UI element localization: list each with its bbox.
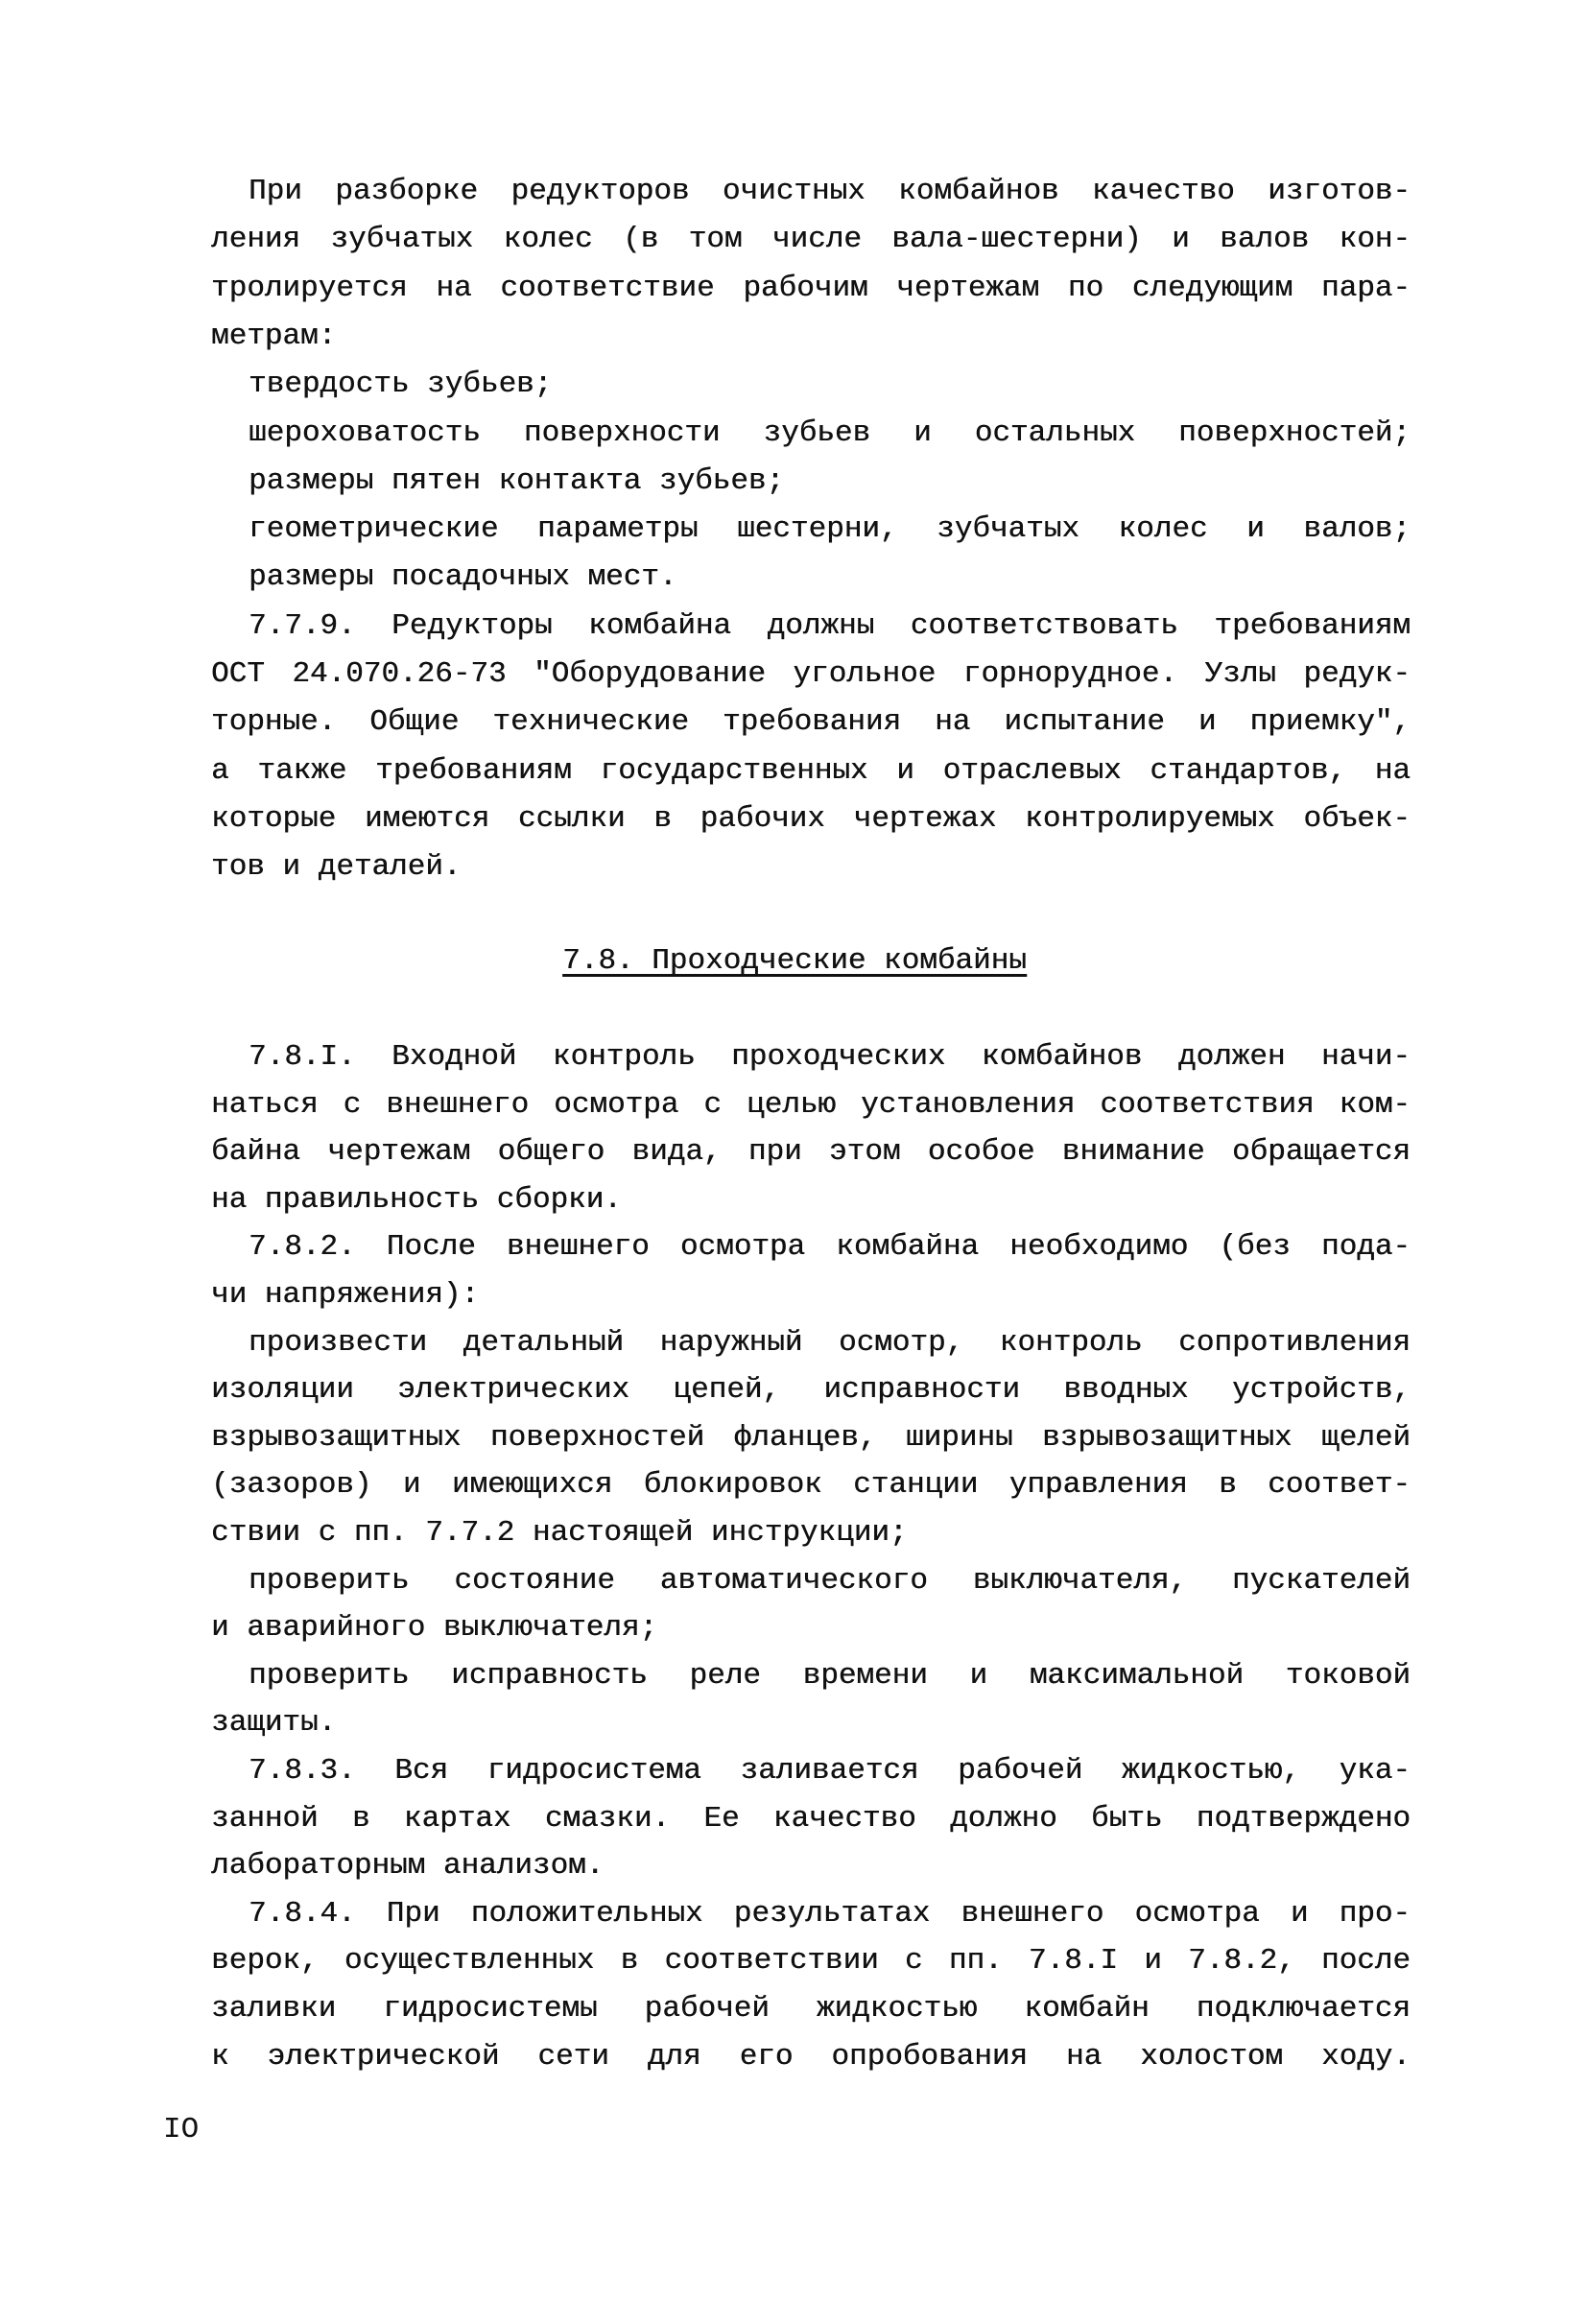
text-line: шероховатость поверхности зубьев и остальных поверхностей; [249,415,1411,450]
text-line: 7.8.I. Входной контроль проходческих комбайнов должен начи- [249,1040,1411,1074]
text-line: геометрические параметры шестерни, зубчатых колес и валов; [249,512,1411,547]
text-line: заливки гидросистемы рабочей жидкостью комбайн подключается [211,1992,1411,2026]
text-line: ствии с пп. 7.7.2 настоящей инструкции; [211,1516,908,1550]
text-line: а также требованиям государственных и отраслевых стандартов, на [211,753,1411,788]
text-line: торные. Общие технические требования на испытание и приемку", [211,705,1411,740]
text-line: проверить состояние автоматического выключателя, пускателей [249,1563,1411,1598]
text-line: проверить исправность реле времени и максимальной токовой [249,1658,1411,1693]
text-line: на правильность сборки. [211,1182,622,1217]
text-line: ления зубчатых колес (в том числе вала-шестерни) и валов кон- [211,223,1411,257]
text-line: занной в картах смазки. Ее качество должно быть подтверждено [211,1801,1411,1836]
text-line: произвести детальный наружный осмотр, контроль сопротивления [249,1325,1411,1360]
text-line: которые имеются ссылки в рабочих чертежах контролируемых объек- [211,801,1411,836]
text-line: ОСТ 24.070.26-73 "Оборудование угольное горнорудное. Узлы редук- [211,657,1411,691]
text-line: При разборке редукторов очистных комбайнов качество изготов- [249,175,1411,208]
section-heading-text: 7.8. Проходческие комбайны [562,944,1027,978]
text-line: 7.8.3. Вся гидросистема заливается рабочей жидкостью, ука- [249,1754,1411,1788]
page-number: IO [163,2113,200,2146]
text-line: 7.8.4. При положительных результатах внешнего осмотра и про- [249,1896,1411,1931]
text-line: наться с внешнего осмотра с целью установления соответствия ком- [211,1087,1411,1122]
text-line: тов и деталей. [211,850,462,885]
text-line: изоляции электрических цепей, исправности вводных устройств, [211,1373,1411,1408]
text-line: чи напряжения): [211,1278,480,1312]
text-line: верок, осуществленных в соответствии с пп. 7.8.I и 7.8.2, после [211,1944,1411,1979]
text-line: взрывозащитных поверхностей фланцев, ширины взрывозащитных щелей [211,1420,1411,1455]
text-line: метрам: [211,319,337,353]
text-line: размеры пятен контакта зубьев; [249,463,785,498]
text-line: (зазоров) и имеющихся блокировок станции управления в соответ- [211,1468,1411,1503]
text-line: защиты. [211,1706,337,1741]
text-line: и аварийного выключателя; [211,1611,658,1646]
section-heading [0,942,1589,981]
text-line: к электрической сети для его опробования на холостом ходу. [211,2039,1411,2074]
text-line: байна чертежам общего вида, при этом особое внимание обращается [211,1135,1411,1170]
text-line: тролируется на соответствие рабочим чертежам по следующим пара- [211,271,1411,305]
text-line: лабораторным анализом. [211,1849,605,1884]
text-line: 7.8.2. После внешнего осмотра комбайна необходимо (без пода- [249,1230,1411,1265]
text-line: размеры посадочных мест. [249,560,677,595]
text-line: 7.7.9. Редукторы комбайна должны соответствовать требованиям [249,608,1411,643]
text-line: твердость зубьев; [249,368,553,402]
